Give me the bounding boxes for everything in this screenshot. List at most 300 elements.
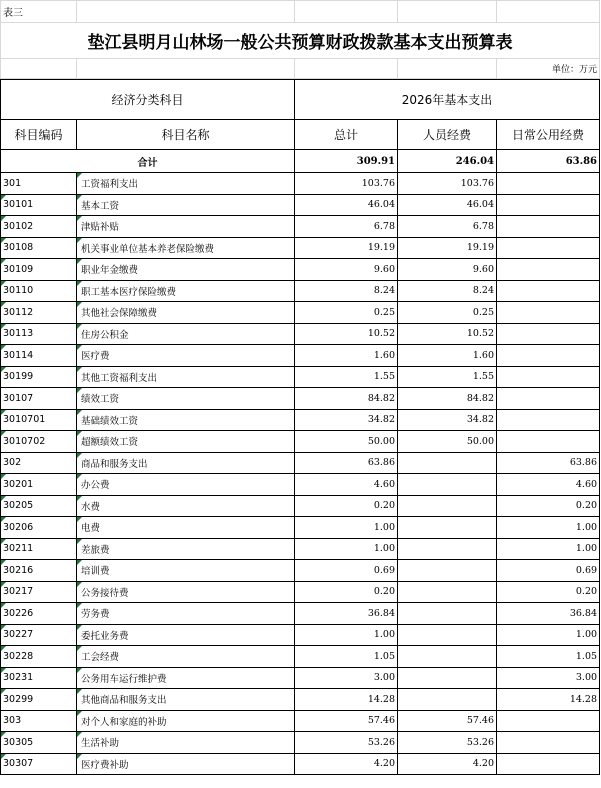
cell-marker-icon <box>77 195 82 200</box>
table-row <box>1 366 600 388</box>
row-name-text: 职业年金缴费 <box>81 265 139 277</box>
row-public <box>497 237 600 259</box>
row-name <box>77 173 295 195</box>
row-total-text: 0.20 <box>373 500 396 512</box>
row-public <box>497 194 600 216</box>
row-total <box>295 603 398 625</box>
page-title: 垫江县明月山林场一般公共预算财政拨款基本支出预算表 <box>1 23 600 59</box>
row-name <box>77 560 295 582</box>
cell-marker-icon <box>77 582 82 587</box>
cell-marker-icon <box>1 646 6 651</box>
row-total-text: 1.00 <box>373 543 396 555</box>
row-total-text: 84.82 <box>367 392 396 404</box>
row-name-text: 劳务费 <box>81 609 110 621</box>
row-name-text: 公务用车运行维护费 <box>81 673 167 685</box>
personnel-column-header: 人员经费 <box>398 120 497 150</box>
cell-marker-icon <box>77 281 82 286</box>
cell-marker-icon <box>1 281 6 286</box>
row-total-text: 19.19 <box>367 242 396 254</box>
row-name <box>77 302 295 324</box>
row-total-text: 4.20 <box>373 758 396 770</box>
row-name <box>77 646 295 668</box>
row-total-text: 103.76 <box>361 177 396 189</box>
row-total <box>295 495 398 517</box>
row-total-text: 1.00 <box>373 521 396 533</box>
row-code <box>1 194 77 216</box>
row-personnel <box>398 667 497 689</box>
row-code-text: 30113 <box>3 328 34 340</box>
cell-marker-icon <box>77 431 82 436</box>
row-personnel <box>398 581 497 603</box>
total-personnel: 246.04 <box>398 150 497 173</box>
cell-marker-icon <box>1 195 6 200</box>
row-public-text: 3.00 <box>575 672 598 684</box>
table-row <box>1 538 600 560</box>
row-total-text: 10.52 <box>367 328 396 340</box>
basic-expense-header: 2026年基本支出 <box>295 80 600 120</box>
row-total <box>295 345 398 367</box>
cell-marker-icon <box>1 345 6 350</box>
row-public <box>497 517 600 539</box>
table-row <box>1 431 600 453</box>
row-public <box>497 474 600 496</box>
table-row <box>1 710 600 732</box>
cell-marker-icon <box>1 560 6 565</box>
row-code <box>1 452 77 474</box>
table-row <box>1 323 600 345</box>
row-name-text: 超额绩效工资 <box>81 437 139 449</box>
row-total-text: 1.05 <box>373 650 396 662</box>
row-name <box>77 280 295 302</box>
unit-label: 单位：万元 <box>497 59 600 79</box>
row-public-text: 1.00 <box>575 521 598 533</box>
row-personnel-text: 57.46 <box>466 715 495 727</box>
row-name <box>77 753 295 775</box>
row-total-text: 53.26 <box>367 736 396 748</box>
row-personnel <box>398 517 497 539</box>
row-code <box>1 560 77 582</box>
row-name-text: 其他商品和服务支出 <box>81 695 167 707</box>
cell-marker-icon <box>77 302 82 307</box>
row-name-text: 委托业务费 <box>81 630 129 642</box>
row-name <box>77 345 295 367</box>
row-name-text: 办公费 <box>81 480 110 492</box>
row-code-text: 30226 <box>3 607 34 619</box>
row-name-text: 生活补助 <box>81 738 120 750</box>
row-code-text: 30108 <box>3 242 34 254</box>
total-column-header: 总计 <box>295 120 398 150</box>
row-public <box>497 452 600 474</box>
row-personnel <box>398 689 497 711</box>
cell-marker-icon <box>77 517 82 522</box>
row-personnel <box>398 194 497 216</box>
row-total <box>295 538 398 560</box>
row-total-text: 9.60 <box>373 263 396 275</box>
total-label: 合计 <box>1 150 295 173</box>
row-code <box>1 302 77 324</box>
row-name-text: 差旅费 <box>81 544 110 556</box>
row-personnel <box>398 388 497 410</box>
row-personnel <box>398 538 497 560</box>
row-name <box>77 710 295 732</box>
total-public: 63.86 <box>497 150 600 173</box>
row-total <box>295 431 398 453</box>
table-row <box>1 689 600 711</box>
row-personnel <box>398 452 497 474</box>
row-total <box>295 323 398 345</box>
row-total <box>295 173 398 195</box>
row-personnel <box>398 646 497 668</box>
row-code <box>1 237 77 259</box>
row-personnel <box>398 302 497 324</box>
row-personnel-text: 103.76 <box>460 177 495 189</box>
row-public <box>497 646 600 668</box>
row-name <box>77 216 295 238</box>
row-name <box>77 409 295 431</box>
row-code <box>1 517 77 539</box>
cell-marker-icon <box>77 324 82 329</box>
row-public-text: 36.84 <box>569 607 598 619</box>
name-column-header: 科目名称 <box>77 120 295 150</box>
row-public-text: 63.86 <box>569 457 598 469</box>
row-total-text: 6.78 <box>373 220 396 232</box>
row-total-text: 4.60 <box>373 478 396 490</box>
row-personnel-text: 34.82 <box>466 414 495 426</box>
row-code <box>1 667 77 689</box>
table-row <box>1 345 600 367</box>
row-code <box>1 345 77 367</box>
row-personnel-text: 10.52 <box>466 328 495 340</box>
row-name <box>77 495 295 517</box>
cell-marker-icon <box>77 711 82 716</box>
row-personnel <box>398 216 497 238</box>
row-total <box>295 388 398 410</box>
row-public-text: 1.05 <box>575 650 598 662</box>
row-name-text: 其他工资福利支出 <box>81 372 158 384</box>
row-total <box>295 259 398 281</box>
row-total <box>295 560 398 582</box>
row-code <box>1 323 77 345</box>
row-personnel <box>398 237 497 259</box>
cell-marker-icon <box>1 367 6 372</box>
cell-marker-icon <box>77 689 82 694</box>
row-total-text: 1.55 <box>373 371 396 383</box>
row-name <box>77 388 295 410</box>
row-total-text: 63.86 <box>367 457 396 469</box>
row-total-text: 14.28 <box>367 693 396 705</box>
row-name-text: 住房公积金 <box>81 329 129 341</box>
row-personnel-text: 6.78 <box>472 220 495 232</box>
row-personnel <box>398 710 497 732</box>
table-row <box>1 173 600 195</box>
table-row <box>1 732 600 754</box>
row-code-text: 30211 <box>3 543 34 555</box>
row-personnel <box>398 366 497 388</box>
row-public <box>497 495 600 517</box>
row-name-text: 绩效工资 <box>81 394 120 406</box>
row-name <box>77 538 295 560</box>
cell-marker-icon <box>1 732 6 737</box>
row-personnel-text: 1.55 <box>472 371 495 383</box>
row-code-text: 30206 <box>3 521 34 533</box>
table-row <box>1 495 600 517</box>
table-row <box>1 216 600 238</box>
cell-marker-icon <box>77 453 82 458</box>
row-name <box>77 517 295 539</box>
cell-marker-icon <box>77 646 82 651</box>
row-code-text: 30216 <box>3 564 34 576</box>
row-name <box>77 194 295 216</box>
row-code-text: 30110 <box>3 285 34 297</box>
cell-marker-icon <box>1 431 6 436</box>
row-code <box>1 581 77 603</box>
cell-marker-icon <box>1 496 6 501</box>
row-code <box>1 495 77 517</box>
row-name-text: 基本工资 <box>81 200 120 212</box>
cell-marker-icon <box>77 668 82 673</box>
row-personnel <box>398 409 497 431</box>
cell-marker-icon <box>1 238 6 243</box>
row-total <box>295 409 398 431</box>
row-total-text: 57.46 <box>367 715 396 727</box>
row-code-text: 30201 <box>3 478 34 490</box>
row-total <box>295 302 398 324</box>
row-public <box>497 667 600 689</box>
row-name-text: 电费 <box>81 523 101 535</box>
row-code <box>1 388 77 410</box>
cell-marker-icon <box>1 216 6 221</box>
row-personnel-text: 0.25 <box>472 306 495 318</box>
row-name-text: 机关事业单位基本养老保险缴费 <box>81 243 215 255</box>
sheet-label: 表三 <box>1 1 77 23</box>
row-public-text: 0.20 <box>575 500 598 512</box>
row-public-text: 0.20 <box>575 586 598 598</box>
row-public <box>497 581 600 603</box>
row-name <box>77 431 295 453</box>
row-total-text: 1.00 <box>373 629 396 641</box>
row-public <box>497 603 600 625</box>
row-public-text: 14.28 <box>569 693 598 705</box>
cell-marker-icon <box>77 238 82 243</box>
row-total-text: 3.00 <box>373 672 396 684</box>
row-public <box>497 431 600 453</box>
budget-table <box>0 79 600 775</box>
cell-marker-icon <box>77 345 82 350</box>
row-personnel-text: 1.60 <box>472 349 495 361</box>
row-name <box>77 474 295 496</box>
row-personnel <box>398 259 497 281</box>
row-public <box>497 689 600 711</box>
row-total-text: 36.84 <box>367 607 396 619</box>
table-row <box>1 409 600 431</box>
row-personnel-text: 84.82 <box>466 392 495 404</box>
row-total <box>295 732 398 754</box>
row-total-text: 1.60 <box>373 349 396 361</box>
table-row <box>1 624 600 646</box>
cell-marker-icon <box>77 259 82 264</box>
total-row <box>1 150 600 173</box>
row-personnel-text: 53.26 <box>466 736 495 748</box>
row-personnel-text: 9.60 <box>472 263 495 275</box>
row-public <box>497 366 600 388</box>
row-name-text: 其他社会保障缴费 <box>81 308 158 320</box>
code-column-header: 科目编码 <box>1 120 77 150</box>
cell-marker-icon <box>1 302 6 307</box>
row-total <box>295 366 398 388</box>
row-code-text: 30102 <box>3 220 34 232</box>
row-code-text: 30227 <box>3 629 34 641</box>
cell-marker-icon <box>77 625 82 630</box>
cell-marker-icon <box>1 582 6 587</box>
row-code <box>1 624 77 646</box>
row-code-text: 30231 <box>3 672 34 684</box>
cell-marker-icon <box>77 474 82 479</box>
row-total <box>295 753 398 775</box>
row-personnel <box>398 280 497 302</box>
row-personnel-text: 19.19 <box>466 242 495 254</box>
cell-marker-icon <box>1 754 6 759</box>
table-row <box>1 581 600 603</box>
row-code <box>1 409 77 431</box>
row-personnel <box>398 732 497 754</box>
row-public <box>497 753 600 775</box>
row-total <box>295 624 398 646</box>
row-personnel <box>398 753 497 775</box>
row-total <box>295 517 398 539</box>
row-public <box>497 216 600 238</box>
row-public <box>497 560 600 582</box>
cell-marker-icon <box>77 410 82 415</box>
row-name-text: 医疗费补助 <box>81 759 129 771</box>
row-code <box>1 732 77 754</box>
row-code-text: 30205 <box>3 500 34 512</box>
row-name <box>77 667 295 689</box>
row-public <box>497 323 600 345</box>
cell-marker-icon <box>77 732 82 737</box>
row-code <box>1 646 77 668</box>
row-public <box>497 302 600 324</box>
row-personnel <box>398 474 497 496</box>
row-name <box>77 237 295 259</box>
table-row <box>1 194 600 216</box>
table-row <box>1 646 600 668</box>
row-total <box>295 474 398 496</box>
row-total <box>295 216 398 238</box>
row-code <box>1 366 77 388</box>
row-public <box>497 345 600 367</box>
cell-marker-icon <box>77 367 82 372</box>
row-total <box>295 646 398 668</box>
row-name-text: 津贴补贴 <box>81 222 120 234</box>
row-code-text: 30109 <box>3 263 34 275</box>
row-public <box>497 280 600 302</box>
row-name-text: 水费 <box>81 501 101 513</box>
cell-marker-icon <box>77 754 82 759</box>
row-personnel-text: 46.04 <box>466 199 495 211</box>
row-name-text: 对个人和家庭的补助 <box>81 716 167 728</box>
row-public-text: 1.00 <box>575 629 598 641</box>
table-row <box>1 302 600 324</box>
table-body <box>1 173 600 775</box>
table-row <box>1 753 600 775</box>
row-code <box>1 538 77 560</box>
row-name-text: 工资福利支出 <box>81 179 139 191</box>
row-total <box>295 667 398 689</box>
row-code-text: 30217 <box>3 586 34 598</box>
table-row <box>1 237 600 259</box>
row-name <box>77 452 295 474</box>
cell-marker-icon <box>77 216 82 221</box>
row-code-text: 301 <box>3 177 22 189</box>
row-code <box>1 753 77 775</box>
row-total <box>295 452 398 474</box>
row-code <box>1 710 77 732</box>
row-personnel-text: 50.00 <box>466 435 495 447</box>
row-code-text: 30101 <box>3 199 34 211</box>
row-personnel <box>398 173 497 195</box>
cell-marker-icon <box>1 668 6 673</box>
row-name <box>77 689 295 711</box>
cell-marker-icon <box>77 560 82 565</box>
total-sum: 309.91 <box>295 150 398 173</box>
row-name <box>77 624 295 646</box>
row-name <box>77 732 295 754</box>
row-public <box>497 538 600 560</box>
row-code-text: 30299 <box>3 693 34 705</box>
row-name-text: 基础绩效工资 <box>81 415 139 427</box>
row-name <box>77 603 295 625</box>
row-code-text: 3010702 <box>3 435 46 447</box>
row-personnel-text: 4.20 <box>472 758 495 770</box>
cell-marker-icon <box>77 496 82 501</box>
row-code <box>1 689 77 711</box>
row-code-text: 303 <box>3 715 22 727</box>
table-row <box>1 259 600 281</box>
row-public <box>497 624 600 646</box>
row-code-text: 30107 <box>3 392 34 404</box>
row-code <box>1 474 77 496</box>
row-name <box>77 366 295 388</box>
row-total-text: 0.20 <box>373 586 396 598</box>
row-personnel <box>398 345 497 367</box>
cell-marker-icon <box>1 539 6 544</box>
row-public <box>497 710 600 732</box>
cell-marker-icon <box>1 324 6 329</box>
row-code-text: 30112 <box>3 306 34 318</box>
row-total-text: 8.24 <box>373 285 396 297</box>
row-total <box>295 689 398 711</box>
row-code-text: 30307 <box>3 758 34 770</box>
row-total <box>295 194 398 216</box>
row-code <box>1 173 77 195</box>
row-public <box>497 173 600 195</box>
row-total-text: 46.04 <box>367 199 396 211</box>
public-column-header: 日常公用经费 <box>497 120 600 150</box>
row-name-text: 医疗费 <box>81 351 110 363</box>
row-code <box>1 431 77 453</box>
table-row <box>1 280 600 302</box>
table-row <box>1 560 600 582</box>
row-code <box>1 216 77 238</box>
row-name-text: 工会经费 <box>81 652 120 664</box>
row-code <box>1 603 77 625</box>
row-total-text: 0.25 <box>373 306 396 318</box>
cell-marker-icon <box>77 539 82 544</box>
row-total <box>295 581 398 603</box>
row-personnel <box>398 560 497 582</box>
row-personnel <box>398 495 497 517</box>
row-code-text: 30114 <box>3 349 34 361</box>
